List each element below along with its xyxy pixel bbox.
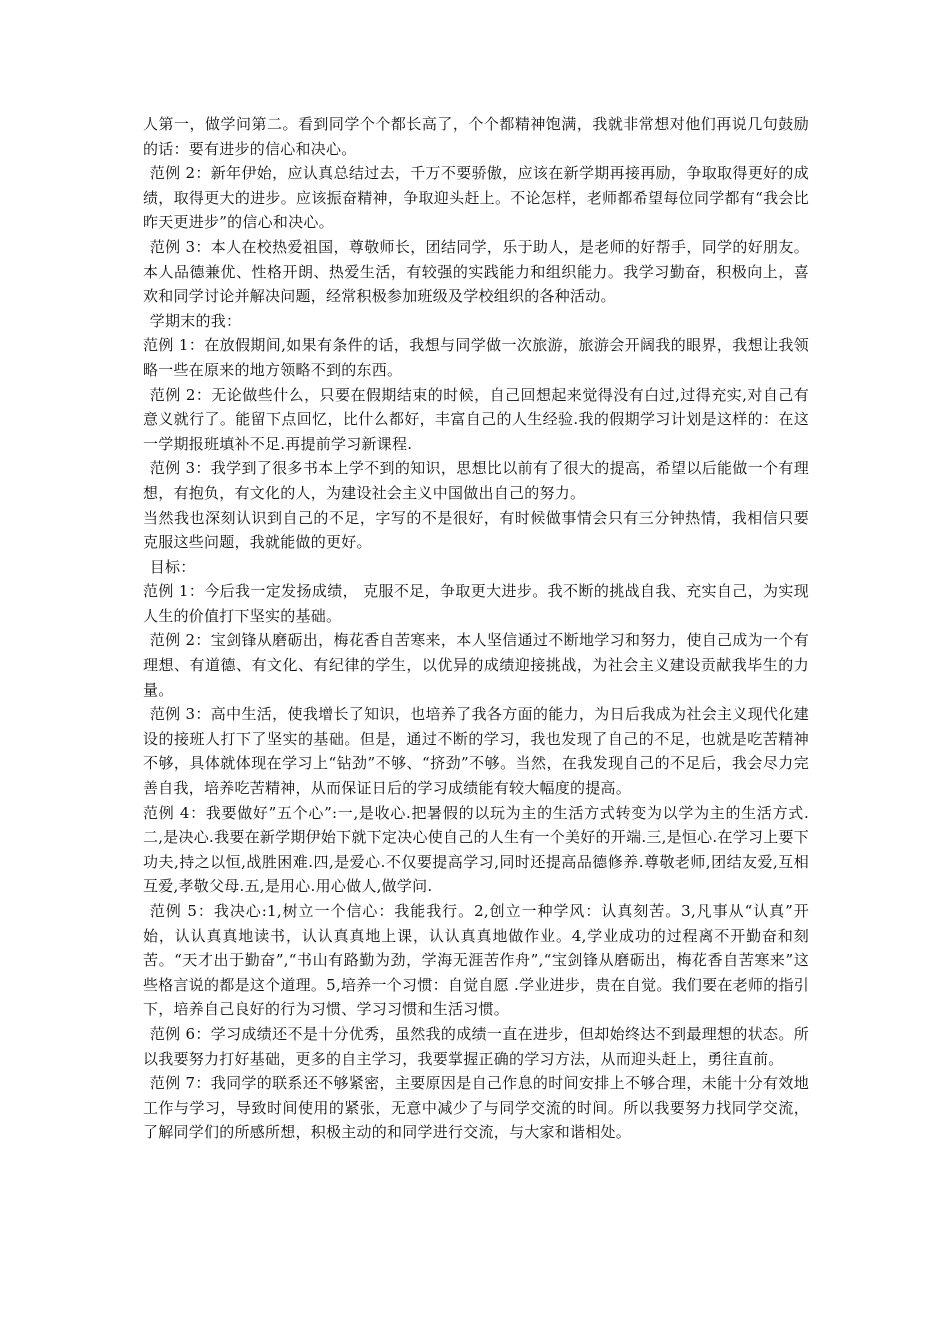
paragraph-8: 当然我也深刻认识到自己的不足，字写的不是很好，有时候做事情会只有三分钟热情，我相信只要克服这些问题，我就能做的更好。 (143, 508, 809, 552)
paragraph-15: 范例 6：学习成绩还不是十分优秀，虽然我的成绩一直在进步，但却始终达不到最理想的状态。所以我要努力打好基础，更多的自主学习，我要掌握正确的学习方法，从而迎头赶上，勇往直前。 (143, 1024, 809, 1068)
paragraph-16: 范例 7：我同学的联系还不够紧密，主要原因是自己作息的时间安排上不够合理，未能十分有效地工作与学习，导致时间使用的紧张，无意中减少了与同学交流的时间。所以我要努力找同学交流，了解同学们的所感所想，积极主动的和同学进行交流，与大家和谐相处。 (143, 1074, 809, 1142)
paragraph-1: 人第一，做学问第二。看到同学个个都长高了，个个都精神饱满，我就非常想对他们再说几句鼓励的话：要有进步的信心和决心。 (143, 115, 809, 158)
paragraph-5: 范例 1：在放假期间,如果有条件的话，我想与同学做一次旅游，旅游会开阔我的眼界，我想让我领略一些在原来的地方领略不到的东西。 (143, 336, 809, 379)
section-heading-goals: 目标： (149, 557, 196, 576)
paragraph-3: 范例 3：本人在校热爱祖国，尊敬师长，团结同学，乐于助人，是老师的好帮手，同学的好朋友。本人品德兼优、性格开朗、热爱生活，有较强的实践能力和组织能力。我学习勤奋，积极向上，喜欢和同学讨论并解决问题，经常积极参加班级及学校组织的各种活动。 (143, 237, 809, 306)
paragraph-2: 范例 2：新年伊始，应认真总结过去，千万不要骄傲，应该在新学期再接再励，争取取得更好的成绩，取得更大的进步。应该振奋精神，争取迎头赶上。不论怎样，老师都希望每位同学都有“我会比昨天更进步”的信心和决心。 (143, 164, 809, 232)
document-body (143, 112, 809, 1145)
paragraph-11: 范例 2：宝剑锋从磨砺出，梅花香自苦寒来，本人坚信通过不断地学习和努力，使自己成为一个有理想、有道德、有文化、有纪律的学生，以优异的成绩迎接挑战，为社会主义建设贡献我毕生的力量。 (143, 631, 809, 699)
paragraph-12: 范例 3：高中生活，使我增长了知识，也培养了我各方面的能力，为日后我成为社会主义现代化建设的接班人打下了坚实的基础。但是，通过不断的学习，我也发现了自己的不足，也就是吃苦精神不够，具体就体现在学习上“钻劲”不够、“挤劲”不够。当然，在我发现自己的不足后，我会尽力完善自我，培养吃苦精神，从而保证日后的学习成绩能有较大幅度的提高。 (143, 705, 809, 798)
paragraph-10: 范例 1：今后我一定发扬成绩， 克服不足，争取更大进步。我不断的挑战自我、充实自己，为实现人生的价值打下坚实的基础。 (143, 582, 809, 625)
paragraph-7: 范例 3：我学到了很多书本上学不到的知识，思想比以前有了很大的提高，希望以后能做一个有理想，有抱负，有文化的人，为建设社会主义中国做出自己的努力。 (143, 459, 809, 502)
paragraph-6: 范例 2：无论做些什么，只要在假期结束的时候，自己回想起来觉得没有白过,过得充实,对自己有意义就行了。能留下点回忆，比什么都好，丰富自己的人生经验.我的假期学习计划是这样的：在这一学期报班填补不足.再提前学习新课程. (143, 385, 809, 453)
paragraph-14: 范例 5：我决心:1,树立一个信心：我能我行。2,创立一种学风：认真刻苦。3,凡事从“认真”开始，认认真真地读书，认认真真地上课，认认真真地做作业。4,学业成功的过程离不开勤奋和刻苦。“天才出于勤奋”,“书山有路勤为劲，学海无涯苦作舟”,“宝剑锋从磨砺出，梅花香自苦寒来”这些格言说的都是这个道理。5,培养一个习惯：自觉自愿 .学业进步，贵在自觉。我们要在老师的指引下，培养自己良好的行为习惯、学习习惯和生活习惯。 (143, 902, 809, 1019)
section-heading-semester-end: 学期末的我： (149, 311, 242, 330)
paragraph-13: 范例 4：我要做好”五个心”:一,是收心.把暑假的以玩为主的生活方式转变为以学为主的生活方式.二,是决心.我要在新学期伊始下就下定决心使自己的人生有一个美好的开端.三,是恒心.在学习上要下功夫,持之以恒,战胜困难.四,是爱心.不仅要提高学习,同时还提高品德修养.尊敬老师,团结友爱,互相互爱,孝敬父母.五,是用心.用心做人,做学问. (143, 803, 809, 896)
